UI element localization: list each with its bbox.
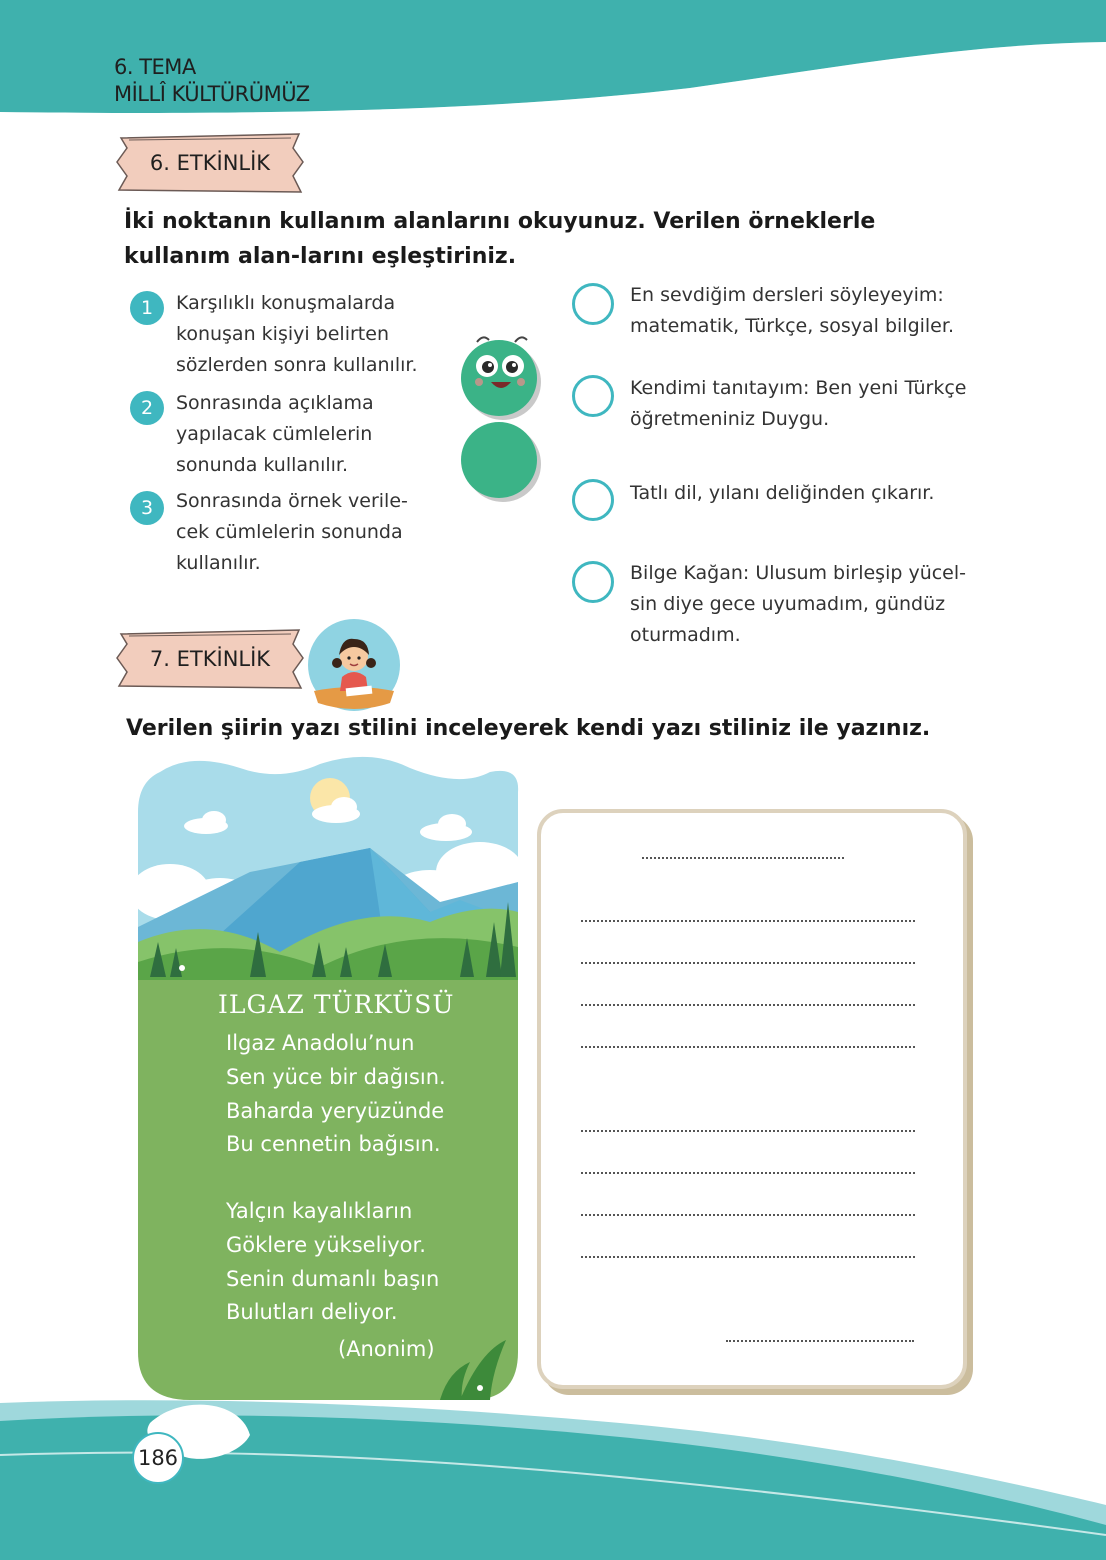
writing-line[interactable] (581, 1172, 915, 1174)
theme-title: MİLLÎ KÜLTÜRÜMÜZ (114, 82, 310, 106)
answer-circle-4[interactable] (572, 561, 614, 603)
poem-line: Bulutları deliyor. (226, 1300, 398, 1324)
use-text-1: Karşılıklı konuşmalarda konuşan kişiyi belirten sözlerden sonra kullanılır. (176, 292, 418, 376)
example-text-3: Tatlı dil, yılanı deliğinden çıkarır. (630, 482, 935, 504)
use-text-2: Sonrasında açıklama yapılacak cümlelerin sonunda kullanılır. (176, 392, 374, 476)
activity-6-badge (115, 130, 305, 196)
example-text-4: Bilge Kağan: Ulusum birleşip yücel-sin diye gece uyumadım, gündüz oturmadım. (630, 562, 967, 646)
writing-line[interactable] (581, 920, 915, 922)
title-writing-line[interactable] (642, 857, 844, 859)
poem-title: ILGAZ TÜRKÜSÜ (218, 990, 455, 1019)
poem-line: Senin dumanlı başın (226, 1267, 440, 1291)
use-number-3: 3 (130, 491, 164, 525)
activity-7-instruction: Verilen şiirin yazı stilini inceleyerek kendi yazı stiliniz ile yazınız. (126, 716, 931, 741)
answer-circle-3[interactable] (572, 479, 614, 521)
poem-line: Sen yüce bir dağısın. (226, 1065, 446, 1089)
theme-number: 6. TEMA (114, 55, 196, 79)
writing-area[interactable] (537, 809, 967, 1389)
poem-line: Baharda yeryüzünde (226, 1099, 445, 1123)
poem-line: Bu cennetin bağısın. (226, 1132, 441, 1156)
answer-circle-1[interactable] (572, 283, 614, 325)
activity-7-badge (115, 626, 305, 692)
writing-line[interactable] (581, 1214, 915, 1216)
example-text-2: Kendimi tanıtayım: Ben yeni Türkçe öğretmeniniz Duygu. (630, 377, 967, 430)
writing-line[interactable] (581, 1130, 915, 1132)
use-number-1: 1 (130, 291, 164, 325)
girl-writing-icon (306, 617, 402, 713)
poem-line: Ilgaz Anadolu’nun (226, 1031, 415, 1055)
author-writing-line[interactable] (726, 1340, 914, 1342)
activity-6-label: 6. ETKİNLİK (149, 151, 271, 175)
writing-line[interactable] (581, 1046, 915, 1048)
page-number: 186 (132, 1432, 184, 1484)
activity-6-instruction: İki noktanın kullanım alanlarını okuyunuz. Verilen örneklerle kullanım alan-larını eşleştiriniz. (124, 209, 876, 269)
use-number-2: 2 (130, 391, 164, 425)
use-text-3: Sonrasında örnek verile-cek cümlelerin sonunda kullanılır. (176, 490, 408, 574)
writing-line[interactable] (581, 1004, 915, 1006)
answer-circle-2[interactable] (572, 375, 614, 417)
activity-7-label: 7. ETKİNLİK (149, 647, 271, 671)
writing-line[interactable] (581, 962, 915, 964)
example-text-1: En sevdiğim dersleri söyleyeyim: matematik, Türkçe, sosyal bilgiler. (630, 284, 954, 337)
poem-line: Yalçın kayalıkların (226, 1199, 413, 1223)
poem-author: (Anonim) (338, 1337, 435, 1361)
writing-line[interactable] (581, 1256, 915, 1258)
poem-line: Göklere yükseliyor. (226, 1233, 426, 1257)
caterpillar-mascot-icon (455, 332, 555, 507)
